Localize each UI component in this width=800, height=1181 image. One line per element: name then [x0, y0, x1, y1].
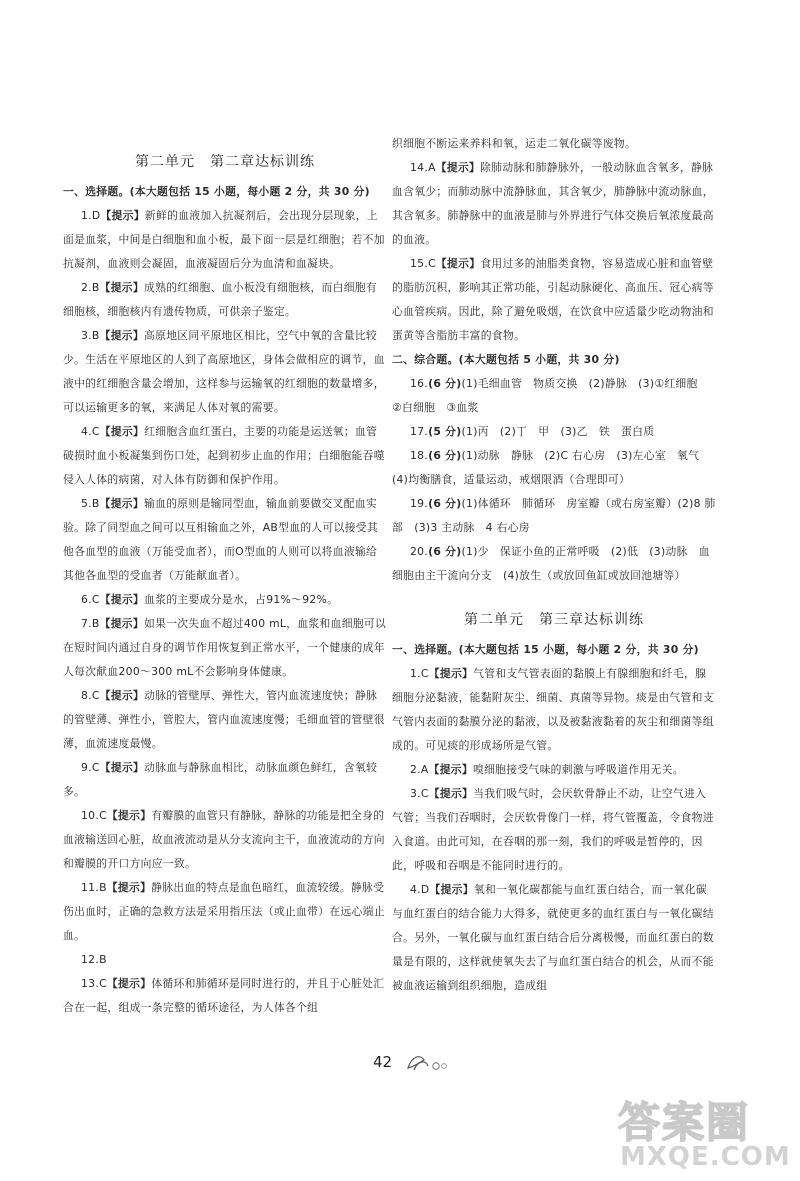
answer-text: 红细胞含血红蛋白，主要的功能是运送氧；血管破损时血小板凝集到伤口处，起到初步止血的作用；白细胞能吞噬侵入人体的病菌，对人体有防御和保护作用。	[63, 425, 385, 486]
answer-item	[63, 756, 387, 804]
answer-item	[392, 252, 716, 348]
answer-number: 2.A	[410, 763, 429, 776]
answer-tag: (6 分)	[428, 449, 462, 462]
answer-item	[392, 372, 716, 420]
answer-number: 8.C	[81, 689, 100, 702]
answer-tag: 【提示】	[99, 689, 145, 702]
answer-number: 10.C	[81, 809, 107, 822]
answer-tag: 【提示】	[99, 329, 144, 342]
answer-text: 静脉出血的特点是血色暗红，血流较缓。静脉受伤出血时，正确的急救方法是采用指压法（或止血带）在远心端止血。	[63, 881, 385, 942]
answer-item	[392, 420, 716, 444]
answer-tag: 【提示】	[106, 977, 152, 990]
answer-item	[63, 972, 387, 1020]
answer-text: (1)丙 (2)丁 甲 (3)乙 铁 蛋白质	[461, 425, 655, 438]
answer-item	[63, 612, 387, 684]
right-answer-list-c	[392, 662, 716, 998]
answer-item	[392, 492, 716, 540]
answer-number: 2.B	[81, 281, 100, 294]
answer-text: (1)动脉 静脉 (2)C 右心房 (3)左心室 氧气 (4)均衡膳食，适量运动，戒烟限酒（合理即可）	[392, 449, 711, 486]
answer-tag: 【提示】	[99, 281, 144, 294]
answer-text: 除肺动脉和肺静脉外，一般动脉血含氧多，静脉血含氧少；而肺动脉中流静脉血，其含氧少，肺静脉中流动脉血，其含氧多。肺静脉中的血液是肺与外界进行气体交换后氧浓度最高的血液。	[392, 161, 714, 246]
right-answer-list-b	[392, 372, 716, 588]
left-answer-list	[63, 204, 387, 1020]
answer-number: 19.	[410, 497, 429, 510]
answer-text: 动脉血与静脉血相比，动脉血颜色鲜红，含氧较多。	[63, 761, 378, 798]
answer-item	[63, 588, 387, 612]
answer-tag: 【提示】	[428, 667, 474, 680]
answer-text: 气管和支气管表面的黏膜上有腺细胞和纤毛，腺细胞分泌黏液，能黏附灰尘、细菌、真菌等异物。痰是由气管和支气管内表面的黏膜分泌的黏液，以及被黏液黏着的灰尘和细菌等组成的。可见痰的形成场所是气管。	[392, 667, 714, 752]
answer-item	[63, 324, 387, 420]
answer-number: 6.C	[81, 593, 100, 606]
answer-tag: 【提示】	[99, 593, 145, 606]
watermark-logo: 答案圈	[618, 1098, 751, 1147]
answer-tag: 【提示】	[100, 209, 145, 222]
answer-number: 9.C	[81, 761, 100, 774]
answer-text: (1)毛细血管 物质交换 (2)静脉 (3)①红细胞 ②白细胞 ③血浆	[392, 377, 709, 414]
section-title-composite: 二、综合题。(本大题包括 5 小题，共 30 分)	[392, 353, 620, 366]
answer-text: 有瓣膜的血管只有静脉，静脉的功能是把全身的血液输送回心脏，故血液流动是从分支流向主干，血液流动的方向和瓣膜的开口方向应一致。	[63, 809, 385, 870]
answer-text: 体循环和肺循环是同时进行的，并且于心脏处汇合在一起，组成一条完整的循环途径，为人体各个组	[63, 977, 385, 1014]
answer-item	[63, 204, 387, 276]
answer-text: 新鲜的血液加入抗凝剂后，会出现分层现象，上面是血浆，中间是白细胞和血小板，最下面一层是红细胞；若不加抗凝剂，血液则会凝固，血液凝固后分为血清和血凝块。	[63, 209, 385, 270]
answer-number: 3.B	[81, 329, 100, 342]
answer-text: 动脉的管壁厚、弹性大，管内血流速度快；静脉的管壁薄、弹性小，管腔大，管内血流速度慢；毛细血管的管壁很薄，血流速度最慢。	[63, 689, 385, 750]
watermark-url: MXQE.COM	[620, 1142, 791, 1172]
answer-tag: 【提示】	[428, 763, 473, 776]
answer-tag: 【提示】	[429, 883, 474, 896]
answer-text: 嗅细胞接受气味的刺激与呼吸道作用无关。	[472, 763, 684, 776]
answer-item	[63, 420, 387, 492]
answer-tag: 【提示】	[106, 881, 152, 894]
answer-text: 血浆的主要成分是水，占91%～92%。	[144, 593, 339, 606]
answer-tag: (6 分)	[428, 497, 462, 510]
answer-text: 高原地区同平原地区相比，空气中氧的含量比较少。生活在平原地区的人到了高原地区，身体会做相应的调节，血液中的红细胞含量会增加，这样参与运输氧的红细胞的数量增多，可以运输更多的氧，来满足人体对氧的需要。	[63, 329, 385, 414]
right-answer-list-a	[392, 156, 716, 348]
answer-tag: 【提示】	[435, 161, 481, 174]
answer-number: 1.D	[81, 209, 101, 222]
answer-number: 17.	[410, 425, 429, 438]
answer-item	[392, 540, 716, 588]
answer-number: 13.C	[81, 977, 107, 990]
answer-number: 1.C	[410, 667, 429, 680]
answer-number: 5.B	[81, 497, 100, 510]
answer-item	[63, 804, 387, 876]
answer-tag: (6 分)	[428, 377, 462, 390]
answer-item	[63, 276, 387, 324]
answer-number: 4.D	[410, 883, 430, 896]
answer-number: 3.C	[410, 787, 429, 800]
left-column	[63, 148, 387, 1020]
answer-text: (1)体循环 肺循环 房室瓣（或右房室瓣）(2)8 肺部 (3)3 主动脉 4 右心房	[392, 497, 716, 534]
answer-tag: (6 分)	[428, 545, 462, 558]
answer-tag: 【提示】	[99, 497, 144, 510]
answer-text: 输血的原则是输同型血，输血前要做交叉配血实验。除了同型血之间可以互相输血之外，AB型血的人可以接受其他各血型的血液（万能受血者），而O型血的人则可以将血液输给其他各血型的受血者（万能献血者）。	[63, 497, 379, 582]
answer-item	[392, 782, 716, 878]
answer-item	[63, 492, 387, 588]
answer-tag: 【提示】	[99, 425, 145, 438]
answer-tag: 【提示】	[99, 617, 144, 630]
answer-number: 20.	[410, 545, 429, 558]
section-title-choice: 一、选择题。(本大题包括 15 小题，每小题 2 分，共 30 分)	[63, 185, 370, 198]
site-watermark	[606, 1090, 796, 1176]
answer-number: 14.A	[410, 161, 436, 174]
answer-tag: 【提示】	[99, 761, 145, 774]
answer-number: 12.B	[81, 953, 107, 966]
answer-text: 成熟的红细胞、血小板没有细胞核，而白细胞有细胞核，细胞核内有遗传物质，可供亲子鉴定。	[63, 281, 378, 318]
answer-tag: 【提示】	[106, 809, 152, 822]
answer-item	[392, 758, 716, 782]
answer-number: 11.B	[81, 881, 107, 894]
answer-tag: (5 分)	[428, 425, 462, 438]
answer-number: 4.C	[81, 425, 100, 438]
answer-item	[63, 876, 387, 948]
answer-item	[63, 948, 387, 972]
answer-text: 氧和一氧化碳都能与血红蛋白结合，而一氧化碳与血红蛋白的结合能力大得多，就使更多的血红蛋白与一氧化碳结合。另外，一氧化碳与血红蛋白结合后分离极慢，而血红蛋白的数量是有限的，这样就使氧失去了与血红蛋白结合的机会，从而不能被血液运输到组织细胞，造成组	[392, 883, 714, 992]
answer-text: 如果一次失血不超过400 mL，血浆和血细胞可以在短时间内通过自身的调节作用恢复到正常水平，一个健康的成年人每次献血200～300 mL不会影响身体健康。	[63, 617, 387, 678]
page-number: 42	[373, 1053, 393, 1071]
chapter-heading-left: 第二单元 第二章达标训练	[135, 154, 315, 170]
answer-text: (1)少 保证小鱼的正常呼吸 (2)低 (3)动脉 血细胞由主干流向分支 (4)放生（或放回鱼缸或放回池塘等）	[392, 545, 710, 582]
answer-number: 18.	[410, 449, 429, 462]
answer-item	[392, 156, 716, 252]
answer-text: 当我们吸气时，会厌软骨静止不动，让空气进入气管；当我们吞咽时，会厌软骨像门一样，将气管覆盖，令食物进入食道。由此可知，在吞咽的那一刻，我们的呼吸是暂停的，因此，呼吸和吞咽是不能同时进行的。	[392, 787, 714, 872]
right-column	[392, 132, 716, 998]
section-title-choice-2: 一、选择题。(本大题包括 15 小题，每小题 2 分，共 30 分)	[392, 643, 699, 656]
leaf-ornament-icon	[404, 1050, 450, 1074]
continuation-text: 织细胞不断运来养料和氧，运走二氧化碳等废物。	[392, 137, 637, 150]
answer-item	[63, 684, 387, 756]
answer-tag: 【提示】	[428, 787, 474, 800]
answer-tag: 【提示】	[435, 257, 481, 270]
answer-item	[392, 444, 716, 492]
answer-number: 16.	[410, 377, 429, 390]
answer-number: 15.C	[410, 257, 436, 270]
chapter-heading-right: 第二单元 第三章达标训练	[464, 612, 644, 628]
answer-text: 食用过多的油脂类食物，容易造成心脏和血管壁的脂肪沉积，影响其正常功能，引起动脉硬化、高血压、冠心病等心血管疾病。因此，除了避免吸烟，在饮食中应适量少吃动物油和蛋黄等含脂肪丰富的食物。	[392, 257, 714, 342]
answer-item	[392, 662, 716, 758]
answer-number: 7.B	[81, 617, 100, 630]
answer-item	[392, 878, 716, 998]
